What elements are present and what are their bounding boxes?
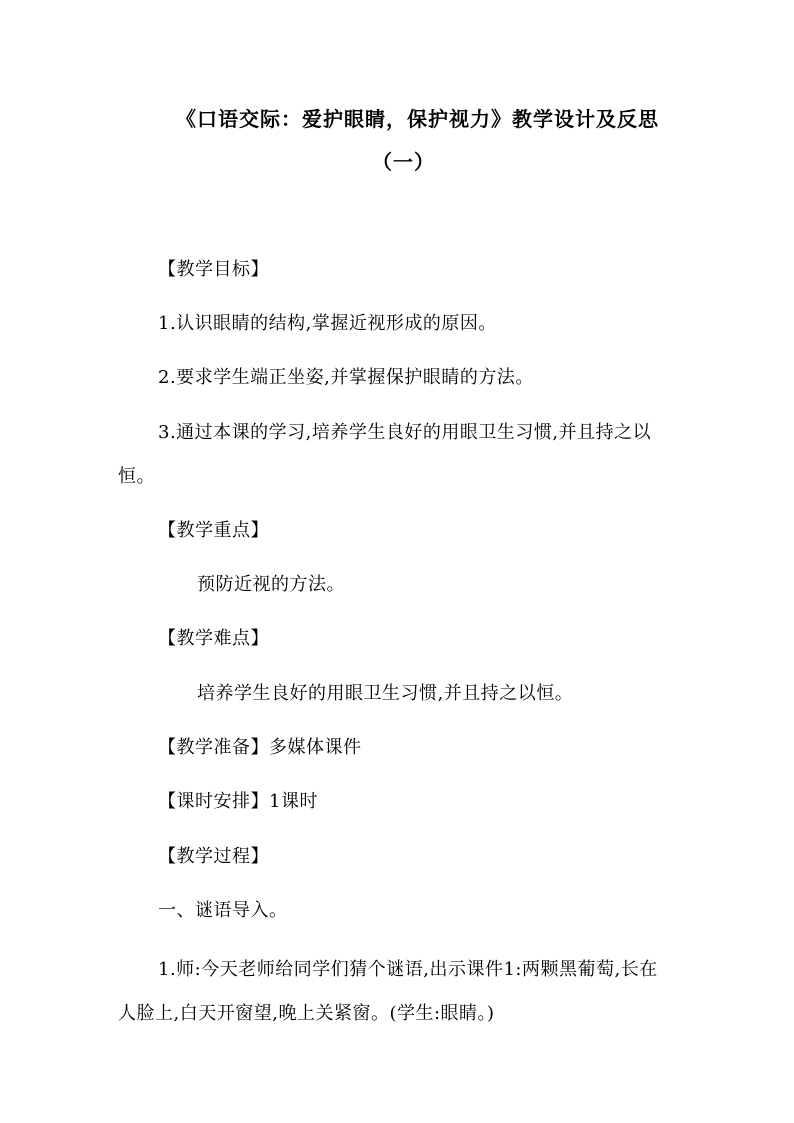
goals-heading: 【教学目标】: [158, 259, 269, 280]
step-1-paragraph-continued: 人脸上,白天开窗望,晚上关紧窗。(学生:眼睛。): [118, 1003, 495, 1024]
difficulty-text: 培养学生良好的用眼卫生习惯,并且持之以恒。: [197, 683, 574, 704]
schedule-line: 【课时安排】1课时: [158, 791, 318, 812]
key-points-heading: 【教学重点】: [158, 520, 269, 541]
document-title-subtitle: （一）: [372, 150, 435, 174]
preparation-line: 【教学准备】多媒体课件: [158, 737, 362, 758]
key-points-text: 预防近视的方法。: [197, 574, 345, 595]
difficulty-heading: 【教学难点】: [158, 628, 269, 649]
goal-item-1: 1.认识眼睛的结构,掌握近视形成的原因。: [158, 313, 497, 334]
document-title: 《口语交际：爱护眼睛，保护视力》教学设计及反思: [176, 107, 659, 131]
goal-item-2: 2.要求学生端正坐姿,并掌握保护眼睛的方法。: [158, 367, 534, 388]
goal-item-3-continued: 恒。: [118, 466, 155, 487]
goal-item-3: 3.通过本课的学习,培养学生良好的用眼卫生习惯,并且持之以: [158, 422, 652, 443]
step-1-paragraph: 1.师:今天老师给同学们猜个谜语,出示课件1:两颗黑葡萄,长在: [158, 959, 658, 980]
process-heading: 【教学过程】: [158, 846, 269, 867]
step-1-heading: 一、谜语导入。: [158, 900, 288, 921]
